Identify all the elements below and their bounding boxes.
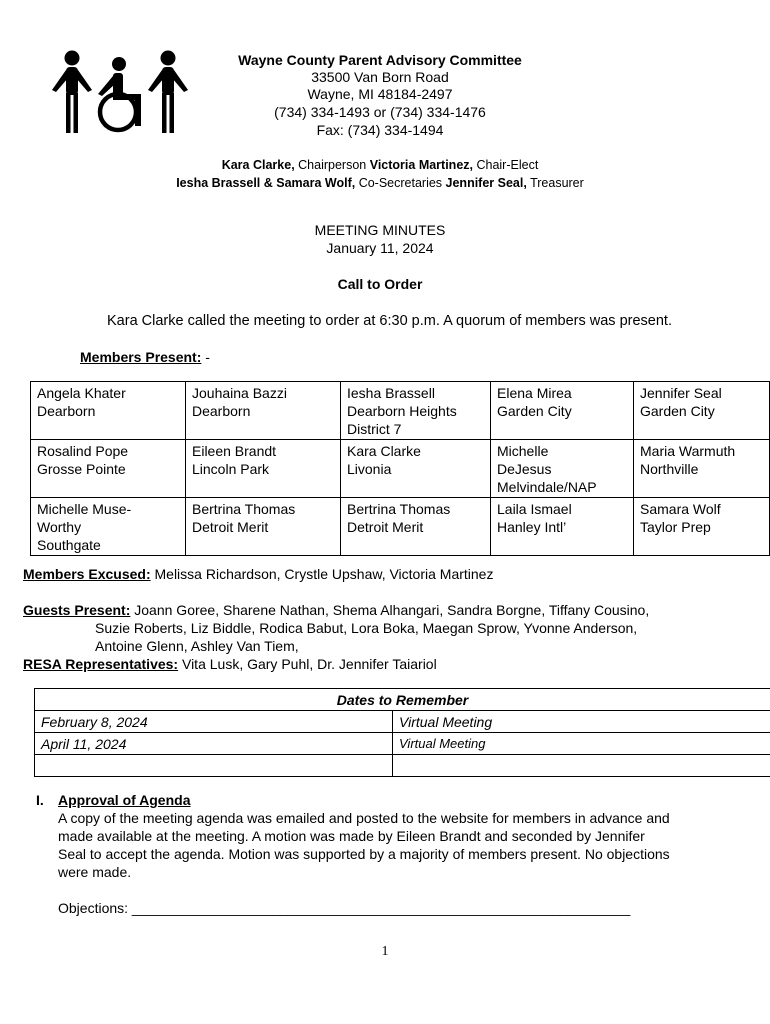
member-district: Dearborn [192, 403, 251, 419]
member-district: Garden City [497, 403, 572, 419]
member-name: Elena Mirea [497, 385, 572, 401]
call-to-order-text: Kara Clarke called the meeting to order at 6:30 p.m. A quorum of members was present. [107, 313, 672, 329]
member-name: Kara Clarke [347, 443, 421, 459]
member-district: Southgate [37, 537, 101, 553]
member-cell [634, 440, 770, 498]
member-cell [634, 382, 770, 440]
person-left-figure [52, 51, 92, 134]
member-cell [491, 440, 634, 498]
org-name: Wayne County Parent Advisory Committee [238, 52, 522, 68]
dates-row [35, 733, 770, 755]
dates-to-remember-table [34, 688, 770, 777]
date-cell [35, 755, 393, 777]
dates-title: Dates to Remember [35, 689, 770, 711]
member-cell [31, 382, 186, 440]
agenda-line-3: Seal to accept the agenda. Motion was supported by a majority of members present. No objections [58, 846, 670, 862]
dates-row [35, 755, 770, 777]
member-cell [186, 440, 341, 498]
member-district: Worthy [37, 519, 82, 535]
member-cell [186, 498, 341, 556]
member-name: Maria Warmuth [640, 443, 736, 459]
resa-text: Vita Lusk, Gary Puhl, Dr. Jennifer Taiariol [178, 656, 437, 672]
page-number: 1 [381, 944, 389, 959]
org-city: Wayne, MI 48184-2497 [307, 86, 453, 102]
wheelchair-figure [98, 57, 141, 130]
officer-name: Victoria Martinez, [369, 158, 473, 172]
guests-line-2: Suzie Roberts, Liz Biddle, Rodica Babut, Lora Boka, Maegan Sprow, Yvonne Anderson, [95, 620, 638, 636]
guests-present-label: Guests Present: [23, 602, 131, 618]
members-table-row [31, 382, 770, 440]
member-name: Michelle [497, 443, 549, 459]
members-present-heading [80, 348, 210, 366]
member-cell [31, 440, 186, 498]
date-type-cell: Virtual Meeting [393, 733, 770, 755]
member-name: Rosalind Pope [37, 443, 129, 459]
member-name: Bertrina Thomas [347, 501, 451, 517]
member-district: Taylor Prep [640, 519, 711, 535]
dates-row [35, 711, 770, 733]
objections-row [58, 899, 630, 917]
members-present-table [30, 381, 770, 556]
officers-line-2 [80, 175, 680, 192]
officer-role: Co-Secretaries [355, 176, 446, 190]
member-district: District 7 [347, 421, 402, 437]
agenda-line-4: were made. [58, 864, 132, 880]
members-present-suffix: - [201, 349, 210, 365]
officer-name: Jennifer Seal, [445, 176, 527, 190]
members-table-row [31, 440, 770, 498]
agenda-line-1: A copy of the meeting agenda was emailed and posted to the website for members in advance and [58, 810, 670, 826]
member-name: Bertrina Thomas [192, 501, 296, 517]
member-district: Grosse Pointe [37, 461, 126, 477]
officer-role: Chair-Elect [473, 158, 539, 172]
meeting-date: January 11, 2024 [326, 240, 434, 256]
agenda-number: I. [36, 792, 44, 808]
resa-label: RESA Representatives: [23, 656, 179, 672]
member-district: Melvindale/NAP [497, 479, 597, 495]
objections-line: ________________________________________________________________ [128, 900, 631, 916]
member-district: Detroit Merit [192, 519, 269, 535]
member-district: Detroit Merit [347, 519, 424, 535]
member-cell [31, 498, 186, 556]
member-district: Lincoln Park [192, 461, 270, 477]
member-district: Northville [640, 461, 699, 477]
member-name: Samara Wolf [640, 501, 721, 517]
officer-name: Kara Clarke, [221, 158, 295, 172]
officer-role: Treasurer [526, 176, 584, 190]
date-type-cell: Virtual Meeting [393, 711, 770, 733]
member-district: Dearborn Heights [347, 403, 457, 419]
objections-label: Objections: [58, 900, 129, 916]
org-phone: (734) 334-1493 or (734) 334-1476 [274, 104, 486, 120]
officer-role: Chairperson [294, 158, 370, 172]
member-cell [341, 440, 491, 498]
resa-representatives [23, 655, 437, 673]
member-name: Laila Ismael [497, 501, 572, 517]
member-district: DeJesus [497, 461, 552, 477]
meeting-title: MEETING MINUTES [314, 222, 446, 238]
member-cell [634, 498, 770, 556]
agenda-line-2: made available at the meeting. A motion was made by Eileen Brandt and seconded by Jennifer [58, 828, 645, 844]
agenda-heading: Approval of Agenda [58, 792, 191, 808]
org-address: 33500 Van Born Road [311, 69, 449, 85]
date-type-cell [393, 755, 770, 777]
members-excused-label: Members Excused: [23, 566, 151, 582]
officers-line-1 [80, 157, 680, 174]
member-name: Jennifer Seal [640, 385, 722, 401]
members-excused-text: Melissa Richardson, Crystle Upshaw, Victoria Martinez [150, 566, 494, 582]
member-name: Eileen Brandt [192, 443, 277, 459]
member-cell [341, 382, 491, 440]
member-cell [186, 382, 341, 440]
call-to-order-heading: Call to Order [337, 276, 423, 292]
member-name: Iesha Brassell [347, 385, 435, 401]
members-table-body [31, 382, 770, 556]
member-name: Angela Khater [37, 385, 126, 401]
org-fax: Fax: (734) 334-1494 [316, 122, 444, 138]
member-district: Dearborn [37, 403, 96, 419]
date-cell: February 8, 2024 [35, 711, 393, 733]
member-cell [341, 498, 491, 556]
members-excused [23, 565, 493, 583]
member-district: Hanley Intl’ [497, 519, 567, 535]
member-name: Jouhaina Bazzi [192, 385, 287, 401]
date-cell: April 11, 2024 [35, 733, 393, 755]
guests-line-1: Joann Goree, Sharene Nathan, Shema Alhangari, Sandra Borgne, Tiffany Cousino, [130, 602, 650, 618]
member-district: Livonia [347, 461, 392, 477]
dates-title-row [35, 689, 770, 711]
member-district: Garden City [640, 403, 715, 419]
officer-name: Iesha Brassell & Samara Wolf, [176, 176, 356, 190]
guests-present [23, 601, 649, 619]
members-table-row [31, 498, 770, 556]
member-name: Michelle Muse- [37, 501, 132, 517]
member-cell [491, 498, 634, 556]
member-cell [491, 382, 634, 440]
members-present-label: Members Present: [80, 349, 202, 365]
guests-line-3: Antoine Glenn, Ashley Van Tiem, [95, 638, 299, 654]
